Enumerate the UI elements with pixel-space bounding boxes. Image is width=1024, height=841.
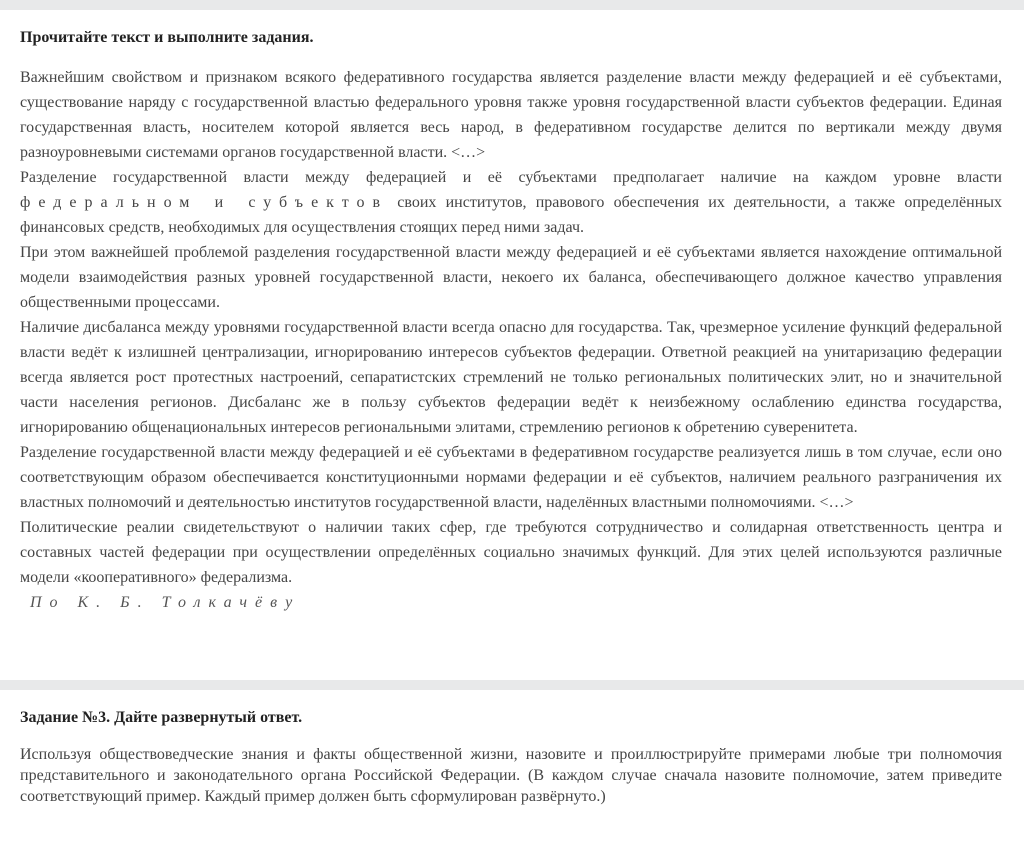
reading-text [20,65,1002,615]
reading-card [0,10,1024,680]
paragraph-2 [20,165,1002,240]
reading-title: Прочитайте текст и выполните задания. [20,29,314,46]
task-card [0,690,1024,841]
paragraph-1: Важнейшим свойством и признаком всякого федеративного государства является разделение власти между федерацией и её субъектами, существование наряду с государственной властью федерального уровня также уровня государственной власти субъектов федерации. Единая государственная власть, носителем которой является весь народ, в федеративном государстве делится по вертикали между двумя разноуровневыми системами органов государственной власти. <…> [20,69,1002,161]
task-title: Задание №3. Дайте развернутый ответ. [20,709,303,726]
paragraph-2-end: своих институтов, правового обеспечения их деятельности, а также определённых финансовых средств, необходимых для осуществления стоящих перед ними задач. [20,194,1003,236]
paragraph-4: Наличие дисбаланса между уровнями государственной власти всегда опасно для государства. Так, чрезмерное усиление функций федеральной власти ведёт к излишней централизации, игнорированию интересов субъектов федерации. Ответной реакцией на унитаризацию федерации всегда является рост протестных настроений, сепаратистских стремлений не только региональных политических элит, но и значительной части населения регионов. Дисбаланс же в пользу субъектов федерации ведёт к неизбежному ослаблению единства государства, игнорированию общенациональных интересов региональными элитами, стремлению регионов к обретению суверенитета. [20,319,1002,436]
paragraph-2-start: Разделение государственной власти между федерацией и её субъектами предполагает наличие на каждом уровне власти [20,169,1002,186]
task-text: Используя обществоведческие знания и факты общественной жизни, назовите и проиллюстрируйте примерами любые три полномочия представительного и законодательного органа Российской Федерации. (В каждом случае сначала назовите полномочие, затем приведите соответствующий пример. Каждый пример должен быть сформулирован развёрнуто.) [20,746,1002,805]
paragraph-3: При этом важнейшей проблемой разделения государственной власти между федерацией и её субъектами является нахождение оптимальной модели взаимодействия разных уровней государственной власти, некоего их баланса, обеспечивающего должное качество управления общественными процессами. [20,244,1002,311]
author-attribution: По К. Б. Толкачёву [30,594,301,611]
paragraph-5: Разделение государственной власти между федерацией и её субъектами в федеративном государстве реализуется лишь в том случае, если оно соответствующим образом обеспечивается конституционными нормами федерации и её субъектов, наличием реального разграничения их властных полномочий и деятельностью институтов государственной власти, наделённых властными полномочиями. <…> [20,444,1002,511]
paragraph-2-spaced: федеральном и субъектов [20,194,389,211]
paragraph-6: Политические реалии свидетельствуют о наличии таких сфер, где требуются сотрудничество и солидарная ответственность центра и составных частей федерации при осуществлении определённых социально значимых функций. Для этих целей используются различные модели «кооперативного» федерализма. [20,519,1002,586]
